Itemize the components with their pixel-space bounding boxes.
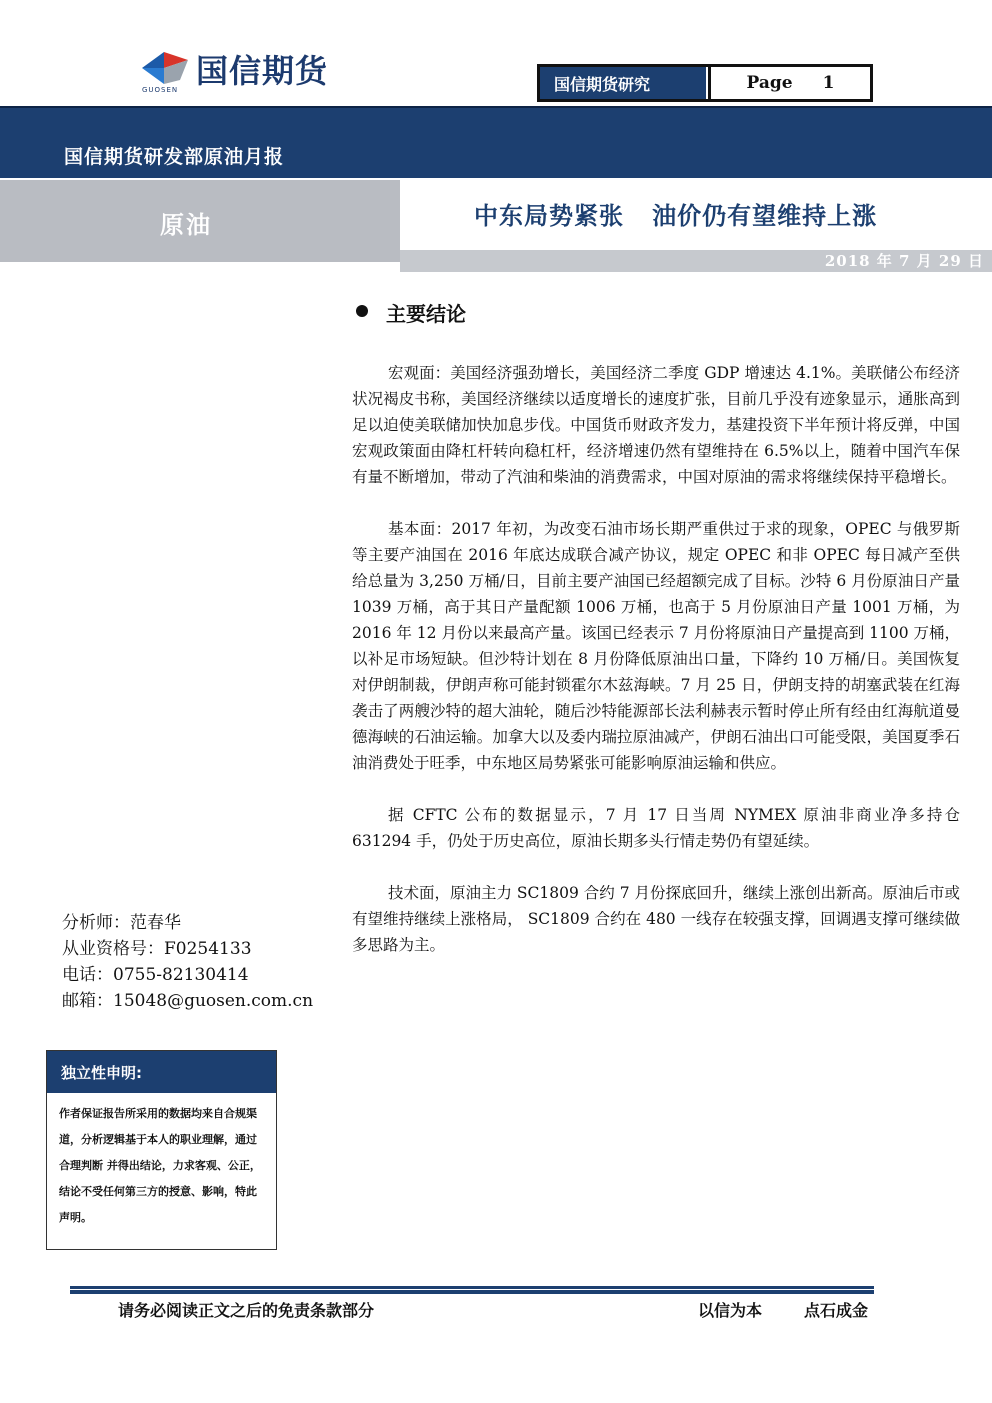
- main-content: [352, 360, 960, 984]
- page-label: Page: [746, 73, 793, 93]
- bullet-icon: [356, 305, 368, 317]
- page-number: 1: [822, 73, 835, 93]
- page-indicator: [708, 67, 870, 99]
- slogan-2: 点石成金: [804, 1301, 869, 1320]
- declaration-body: 作者保证报告所采用的数据均来自合规渠道，分析逻辑基于本人的职业理解，通过合理判断 并得出结论，力求客观、公正，结论不受任何第三方的授意、影响，特此声明。: [59, 1107, 261, 1224]
- analyst-info: [62, 910, 313, 1014]
- category-label: 原油: [160, 211, 212, 239]
- section-title: 主要结论: [386, 302, 466, 326]
- logo-subtext: GUOSEN: [142, 86, 179, 94]
- analyst-email: 邮箱：15048@guosen.com.cn: [62, 991, 314, 1011]
- research-label: 国信期货研究: [540, 67, 706, 99]
- independence-declaration: [46, 1050, 277, 1250]
- page-title: 中东局势紧张 油价仍有望维持上涨: [474, 202, 878, 230]
- slogan-1: 以信为本: [698, 1301, 763, 1320]
- analyst-phone: 电话：0755-82130414: [62, 965, 249, 985]
- page-tag: [537, 64, 873, 102]
- analyst-license: 从业资格号：F0254133: [62, 939, 252, 959]
- analyst-name: 分析师：范春华: [62, 913, 181, 933]
- report-band: [0, 106, 992, 178]
- disclaimer-notice: 请务必阅读正文之后的免责条款部分: [118, 1301, 375, 1320]
- paragraph-technical: 技术面，原油主力 SC1809 合约 7 月份探底回升，继续上涨创出新高。原油后市或有望维持继续上涨格局， SC1809 合约在 480 一线存在较强支撑，回调遇支撑可继续做多思路为主。: [352, 884, 960, 954]
- paragraph-fundamentals: 基本面：2017 年初，为改变石油市场长期严重供过于求的现象，OPEC 与俄罗斯等主要产油国在 2016 年底达成联合减产协议，规定 OPEC 和非 OPEC 每日减产至供给总量为 3,250 万桶/日，目前主要产油国已经超额完成了目标。沙特 6 月份原油日产量 1039 万桶，高于其日产量配额 1006 万桶，也高于 5 月份原油日产量 1001 万桶，为 2016 年 12 月份以来最高产量。该国已经表示 7 月份将原油日产量提高到 1100 万桶，以补足市场短缺。但沙特计划在 8 月份降低原油出口量，下降约 10 万桶/日。美国恢复对伊朗制裁，伊朗声称可能封锁霍尔木兹海峡。7 月 25 日，伊朗支持的胡塞武装在红海袭击了两艘沙特的超大油轮，随后沙特能源部长法利赫表示暂时停止所有经由红海航道曼德海峡的石油运输。加拿大以及委内瑞拉原油减产，伊朗石油出口可能受限，美国夏季石油消费处于旺季，中东地区局势紧张可能影响原油运输和供应。: [352, 520, 960, 772]
- footer-divider: [70, 1290, 874, 1294]
- company-logo: [140, 44, 380, 94]
- report-series-title: 国信期货研发部原油月报: [64, 146, 285, 168]
- logo-text: 国信期货: [196, 52, 329, 90]
- paragraph-cftc: 据 CFTC 公布的数据显示，7 月 17 日当周 NYMEX 原油非商业净多持仓 631294 手，仍处于历史高位，原油长期多头行情走势仍有望延续。: [352, 806, 960, 850]
- report-date: 2018 年 7 月 29 日: [824, 252, 984, 270]
- footer-divider: [70, 1286, 874, 1289]
- declaration-title: 独立性申明:: [47, 1051, 276, 1093]
- paragraph-macro: 宏观面：美国经济强劲增长，美国经济二季度 GDP 增速达 4.1%。美联储公布经济状况褐皮书称，美国经济继续以适度增长的速度扩张，目前几乎没有迹象显示，通胀高到足以迫使美联储加快加息步伐。中国货币财政齐发力，基建投资下半年预计将反弹，中国宏观政策面由降杠杆转向稳杠杆，经济增速仍然有望维持在 6.5%以上，随着中国汽车保有量不断增加，带动了汽油和柴油的消费需求，中国对原油的需求将继续保持平稳增长。: [352, 364, 960, 486]
